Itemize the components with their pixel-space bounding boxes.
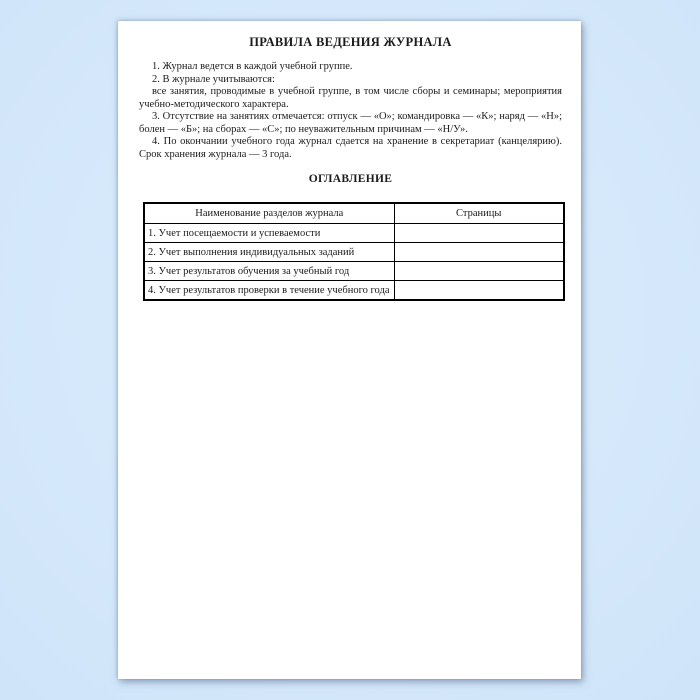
toc-section-name: 4. Учет результатов проверки в течение учебного года [144, 281, 394, 301]
toc-table [143, 202, 565, 301]
toc-section-pages [394, 243, 564, 262]
paragraph-2: 2. В журнале учитываются: [152, 73, 275, 85]
table-row [144, 243, 564, 262]
toc-section-pages [394, 224, 564, 243]
toc-section-pages [394, 262, 564, 281]
toc-column-header-sections: Наименование разделов журнала [144, 203, 394, 224]
document-page [118, 21, 581, 679]
toc-header-row [144, 203, 564, 224]
toc-section-name: 2. Учет выполнения индивидуальных заданий [144, 243, 394, 262]
table-row [144, 281, 564, 301]
toc-heading: ОГЛАВЛЕНИЕ [308, 173, 393, 185]
toc-column-header-pages: Страницы [394, 203, 564, 224]
paragraph-5: 4. По окончании учебного года журнал сдается на хранение в секретариат (канцелярию). Срок хранения журнала — 3 года. [139, 136, 562, 160]
table-row [144, 262, 564, 281]
paragraph-3: все занятия, проводимые в учебной группе, в том числе сборы и семинары; мероприятия учебно-методического характера. [139, 86, 562, 110]
toc-section-name: 3. Учет результатов обучения за учебный год [144, 262, 394, 281]
paragraph-1: 1. Журнал ведется в каждой учебной группе. [152, 61, 353, 72]
document-title: ПРАВИЛА ВЕДЕНИЯ ЖУРНАЛА [249, 35, 452, 49]
toc-section-pages [394, 281, 564, 301]
paragraph-4: 3. Отсутствие на занятиях отмечается: отпуск — «О»; командировка — «К»; наряд — «Н»; болен — «Б»; на сборах — «С»; по неуважительным причинам — «Н/У». [139, 111, 562, 135]
table-row [144, 224, 564, 243]
toc-section-name: 1. Учет посещаемости и успеваемости [144, 224, 394, 243]
